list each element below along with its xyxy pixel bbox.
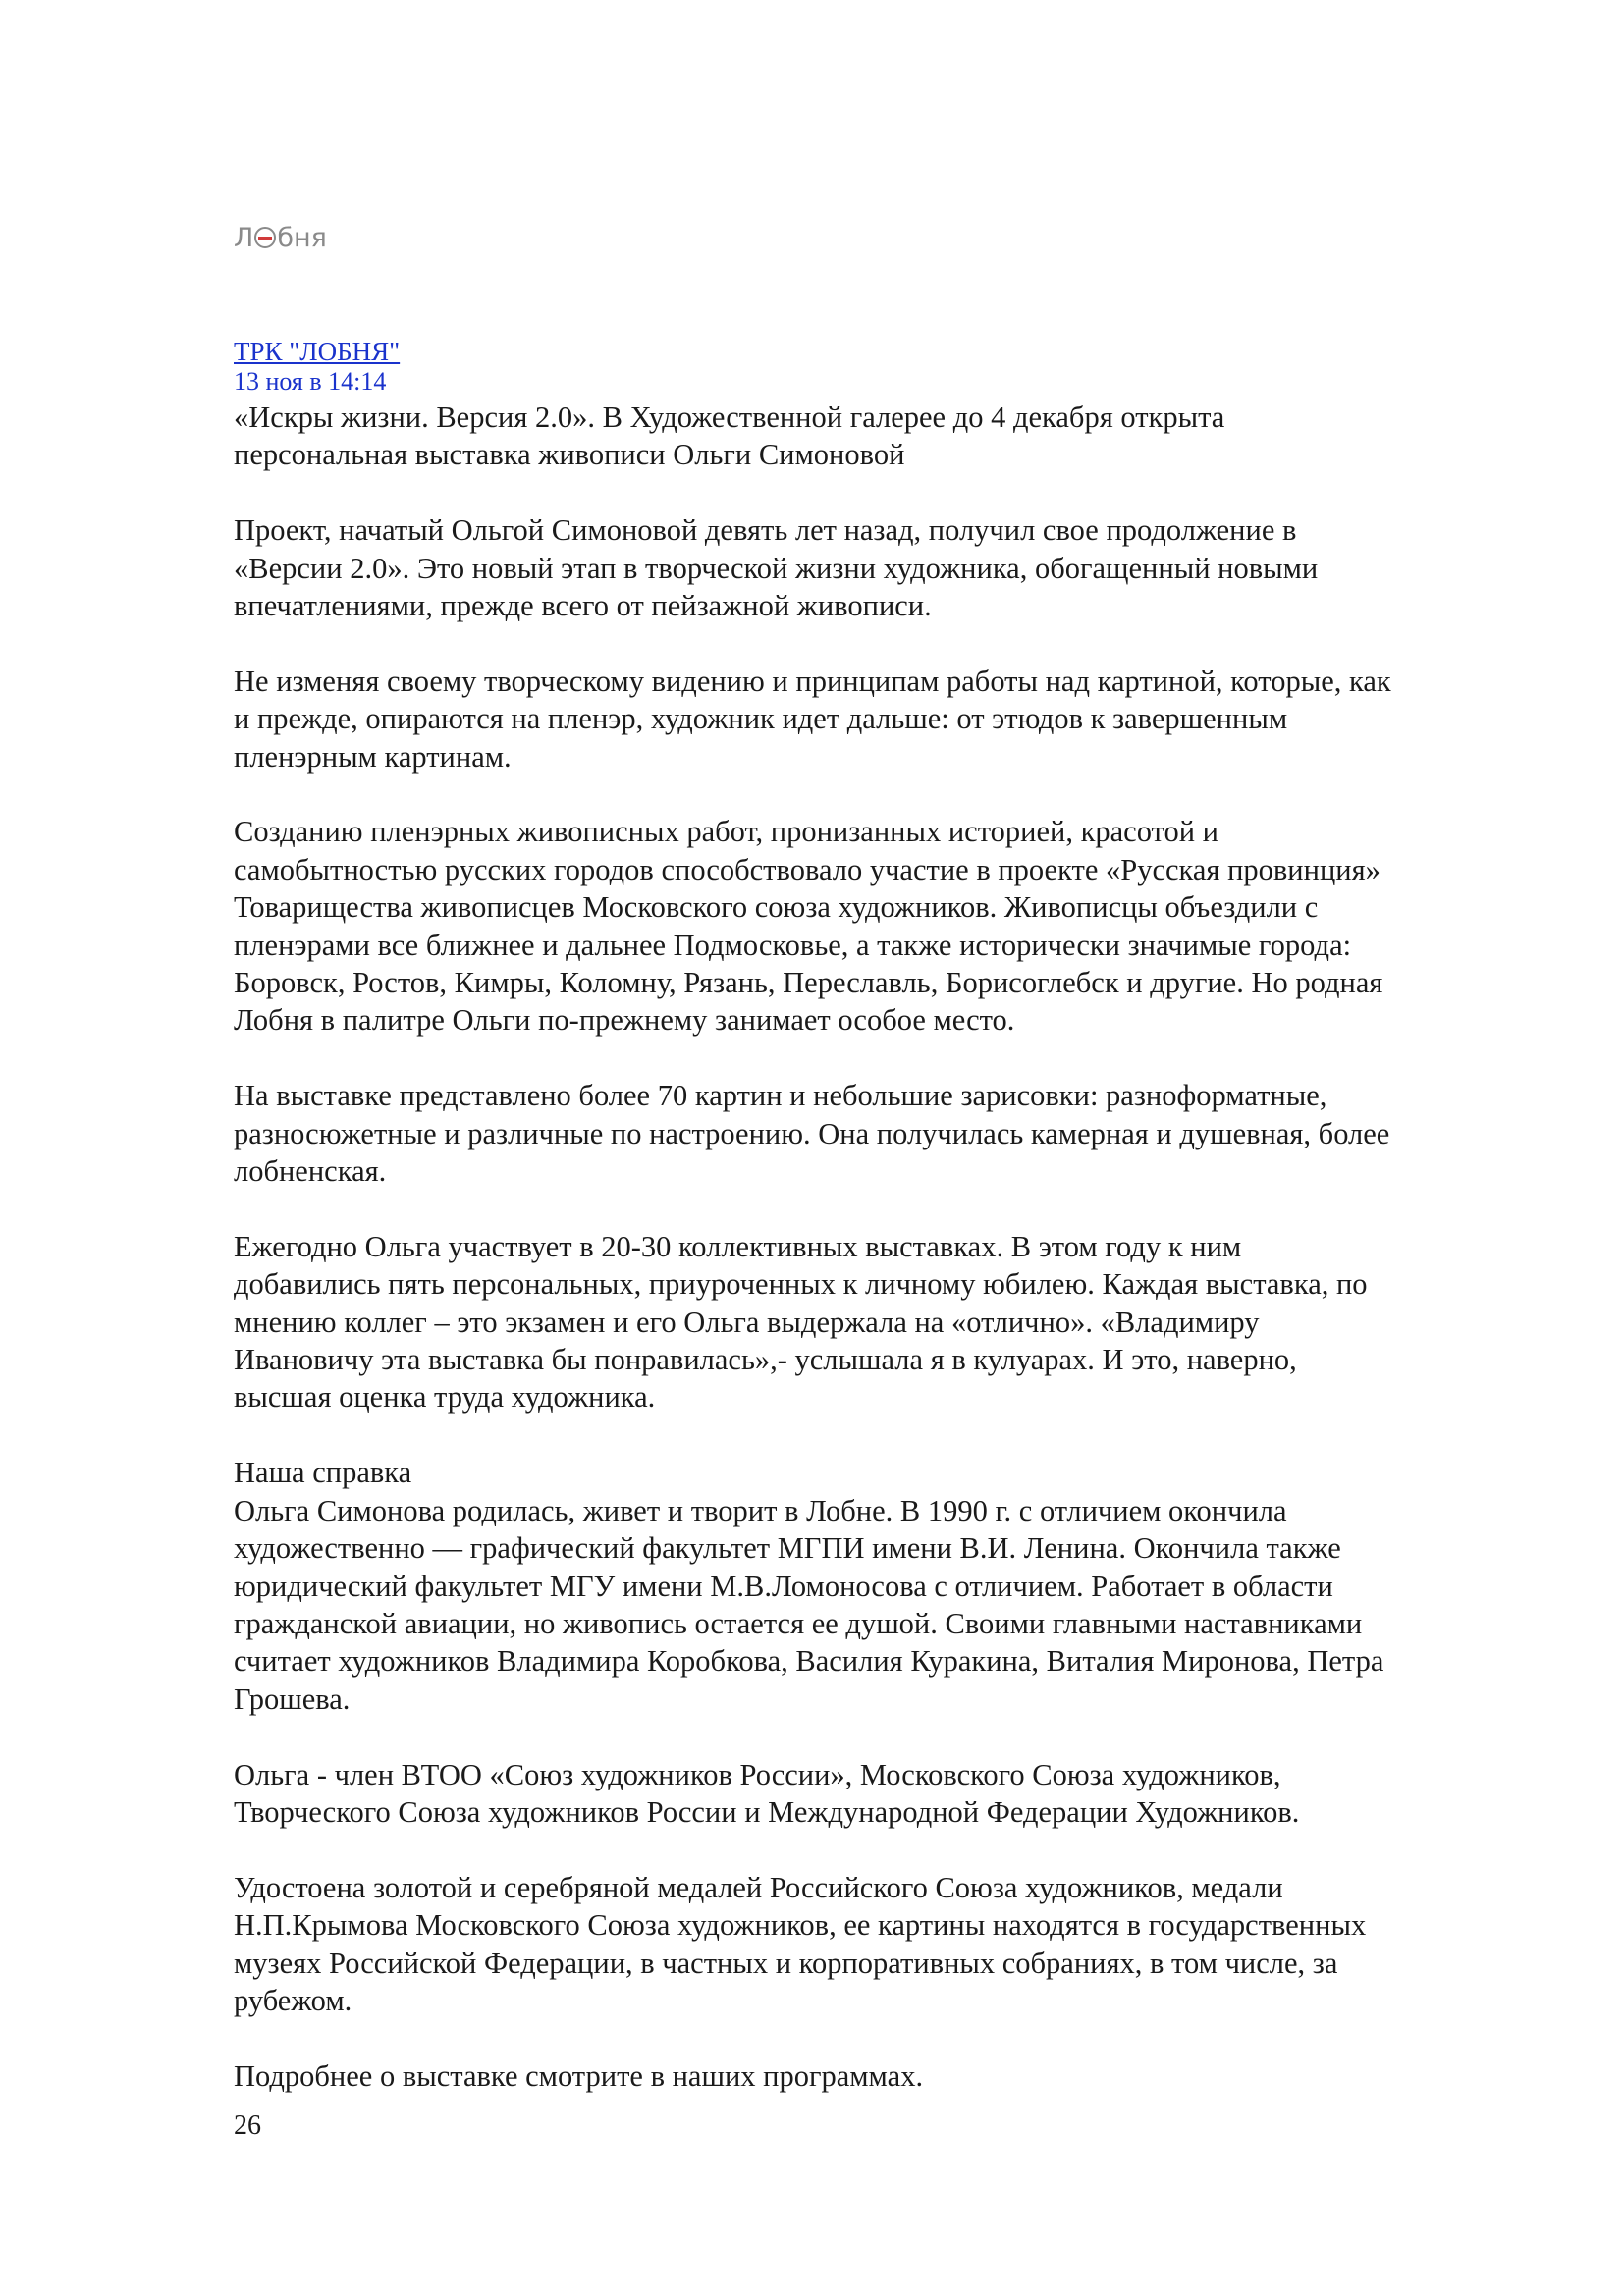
paragraph [234, 1228, 1530, 1416]
paragraph-line: считает художников Владимира Коробкова, Василия Куракина, Виталия Миронова, Петра [234, 1644, 1384, 1679]
title-line: персональная выставка живописи Ольги Симоновой [234, 438, 905, 472]
paragraph-line: добавились пять персональных, приуроченных к личному юбилею. Каждая выставка, по [234, 1267, 1368, 1302]
paragraph-line: самобытностью русских городов способствовало участие в проекте «Русская провинция» [234, 852, 1380, 886]
article-body [234, 399, 1530, 2095]
paragraph-line: впечатлениями, прежде всего от пейзажной живописи. [234, 589, 932, 623]
paragraph-line: Творческого Союза художников России и Международной Федерации Художников. [234, 1794, 1300, 1829]
paragraph-line: музеях Российской Федерации, в частных и корпоративных собраниях, в том числе, за [234, 1946, 1338, 1980]
paragraph-line: рубежом. [234, 1983, 352, 2017]
paragraph-line: Ежегодно Ольга участвует в 20-30 коллективных выставках. В этом году к ним [234, 1229, 1242, 1263]
paragraph-line: Ольга Симонова родилась, живет и творит в Лобне. В 1990 г. с отличием окончила [234, 1493, 1287, 1527]
logo-prefix: Л [234, 222, 254, 253]
paragraph-line: Н.П.Крымова Московского Союза художников, ее картины находятся в государственных [234, 1908, 1367, 1943]
paragraph-line: Проект, начатый Ольгой Симоновой девять лет назад, получил свое продолжение в [234, 513, 1297, 548]
paragraph [234, 663, 1530, 775]
paragraph-line: гражданской авиации, но живопись остается ее душой. Своими главными наставниками [234, 1606, 1363, 1640]
paragraph-line: пленэрами все ближнее и дальнее Подмосковье, а также исторически значимые города: [234, 928, 1352, 962]
paragraph-line: разносюжетные и различные по настроению. Она получилась камерная и душевная, более [234, 1116, 1390, 1150]
paragraph-line: пленэрным картинам. [234, 739, 512, 774]
paragraph-line: юридический факультет МГУ имени М.В.Ломоносова с отличием. Работает в области [234, 1569, 1333, 1603]
logo-circle-icon [254, 227, 276, 248]
paragraph-line: художественно — графический факультет МГПИ имени В.И. Ленина. Окончила также [234, 1531, 1341, 1566]
paragraph-line: На выставке представлено более 70 картин и небольшие зарисовки: разноформатные, [234, 1079, 1327, 1113]
paragraph-line: Не изменяя своему творческому видению и принципам работы над картиной, которые, как [234, 664, 1391, 698]
paragraph-line: «Версии 2.0». Это новый этап в творческой жизни художника, обогащенный новыми [234, 551, 1319, 585]
page-number: 26 [234, 2110, 261, 2141]
paragraph-line: Подробнее о выставке смотрите в наших программах. [234, 2058, 924, 2093]
paragraph [234, 2057, 1530, 2095]
reference-section [234, 1454, 1530, 1718]
paragraph-line: Лобня в палитре Ольги по-прежнему занимает особое место. [234, 1003, 1015, 1038]
paragraph-line: и прежде, опираются на пленэр, художник идет дальше: от этюдов к завершенным [234, 702, 1288, 736]
post-date: 13 ноя в 14:14 [234, 367, 387, 396]
paragraph [234, 1869, 1530, 2020]
paragraph-line: Грошева. [234, 1682, 351, 1716]
logo-suffix: бня [277, 222, 327, 253]
paragraph-line: высшая оценка труда художника. [234, 1380, 656, 1415]
paragraph-line: мнению коллег – это экзамен и его Ольга выдержала на «отлично». «Владимиру [234, 1305, 1260, 1339]
reference-heading: Наша справка [234, 1456, 412, 1490]
paragraph-line: Товарищества живописцев Московского союза художников. Живописцы объездили с [234, 890, 1319, 925]
paragraph-line: лобненская. [234, 1154, 387, 1189]
paragraph-line: Ивановичу эта выставка бы понравилась»,- услышала я в кулуарах. И это, наверно, [234, 1343, 1297, 1377]
paragraph-line: Ольга - член ВТОО «Союз художников России», Московского Союза художников, [234, 1757, 1281, 1791]
paragraph-line: Боровск, Ростов, Кимры, Коломну, Рязань, Переславль, Борисоглебск и другие. Но родная [234, 966, 1383, 1000]
lobnya-logo [234, 218, 342, 257]
paragraph [234, 1756, 1530, 1832]
paragraph [234, 813, 1530, 1039]
paragraph-line: Удостоена золотой и серебряной медалей Российского Союза художников, медали [234, 1870, 1283, 1904]
source-link[interactable]: ТРК "ЛОБНЯ" [234, 337, 401, 366]
paragraph-line: Созданию пленэрных живописных работ, пронизанных историей, красотой и [234, 815, 1219, 849]
title-line: «Искры жизни. Версия 2.0». В Художественной галерее до 4 декабря открыта [234, 400, 1225, 434]
paragraph [234, 1077, 1530, 1190]
paragraph [234, 511, 1530, 624]
article-title [234, 399, 1530, 474]
